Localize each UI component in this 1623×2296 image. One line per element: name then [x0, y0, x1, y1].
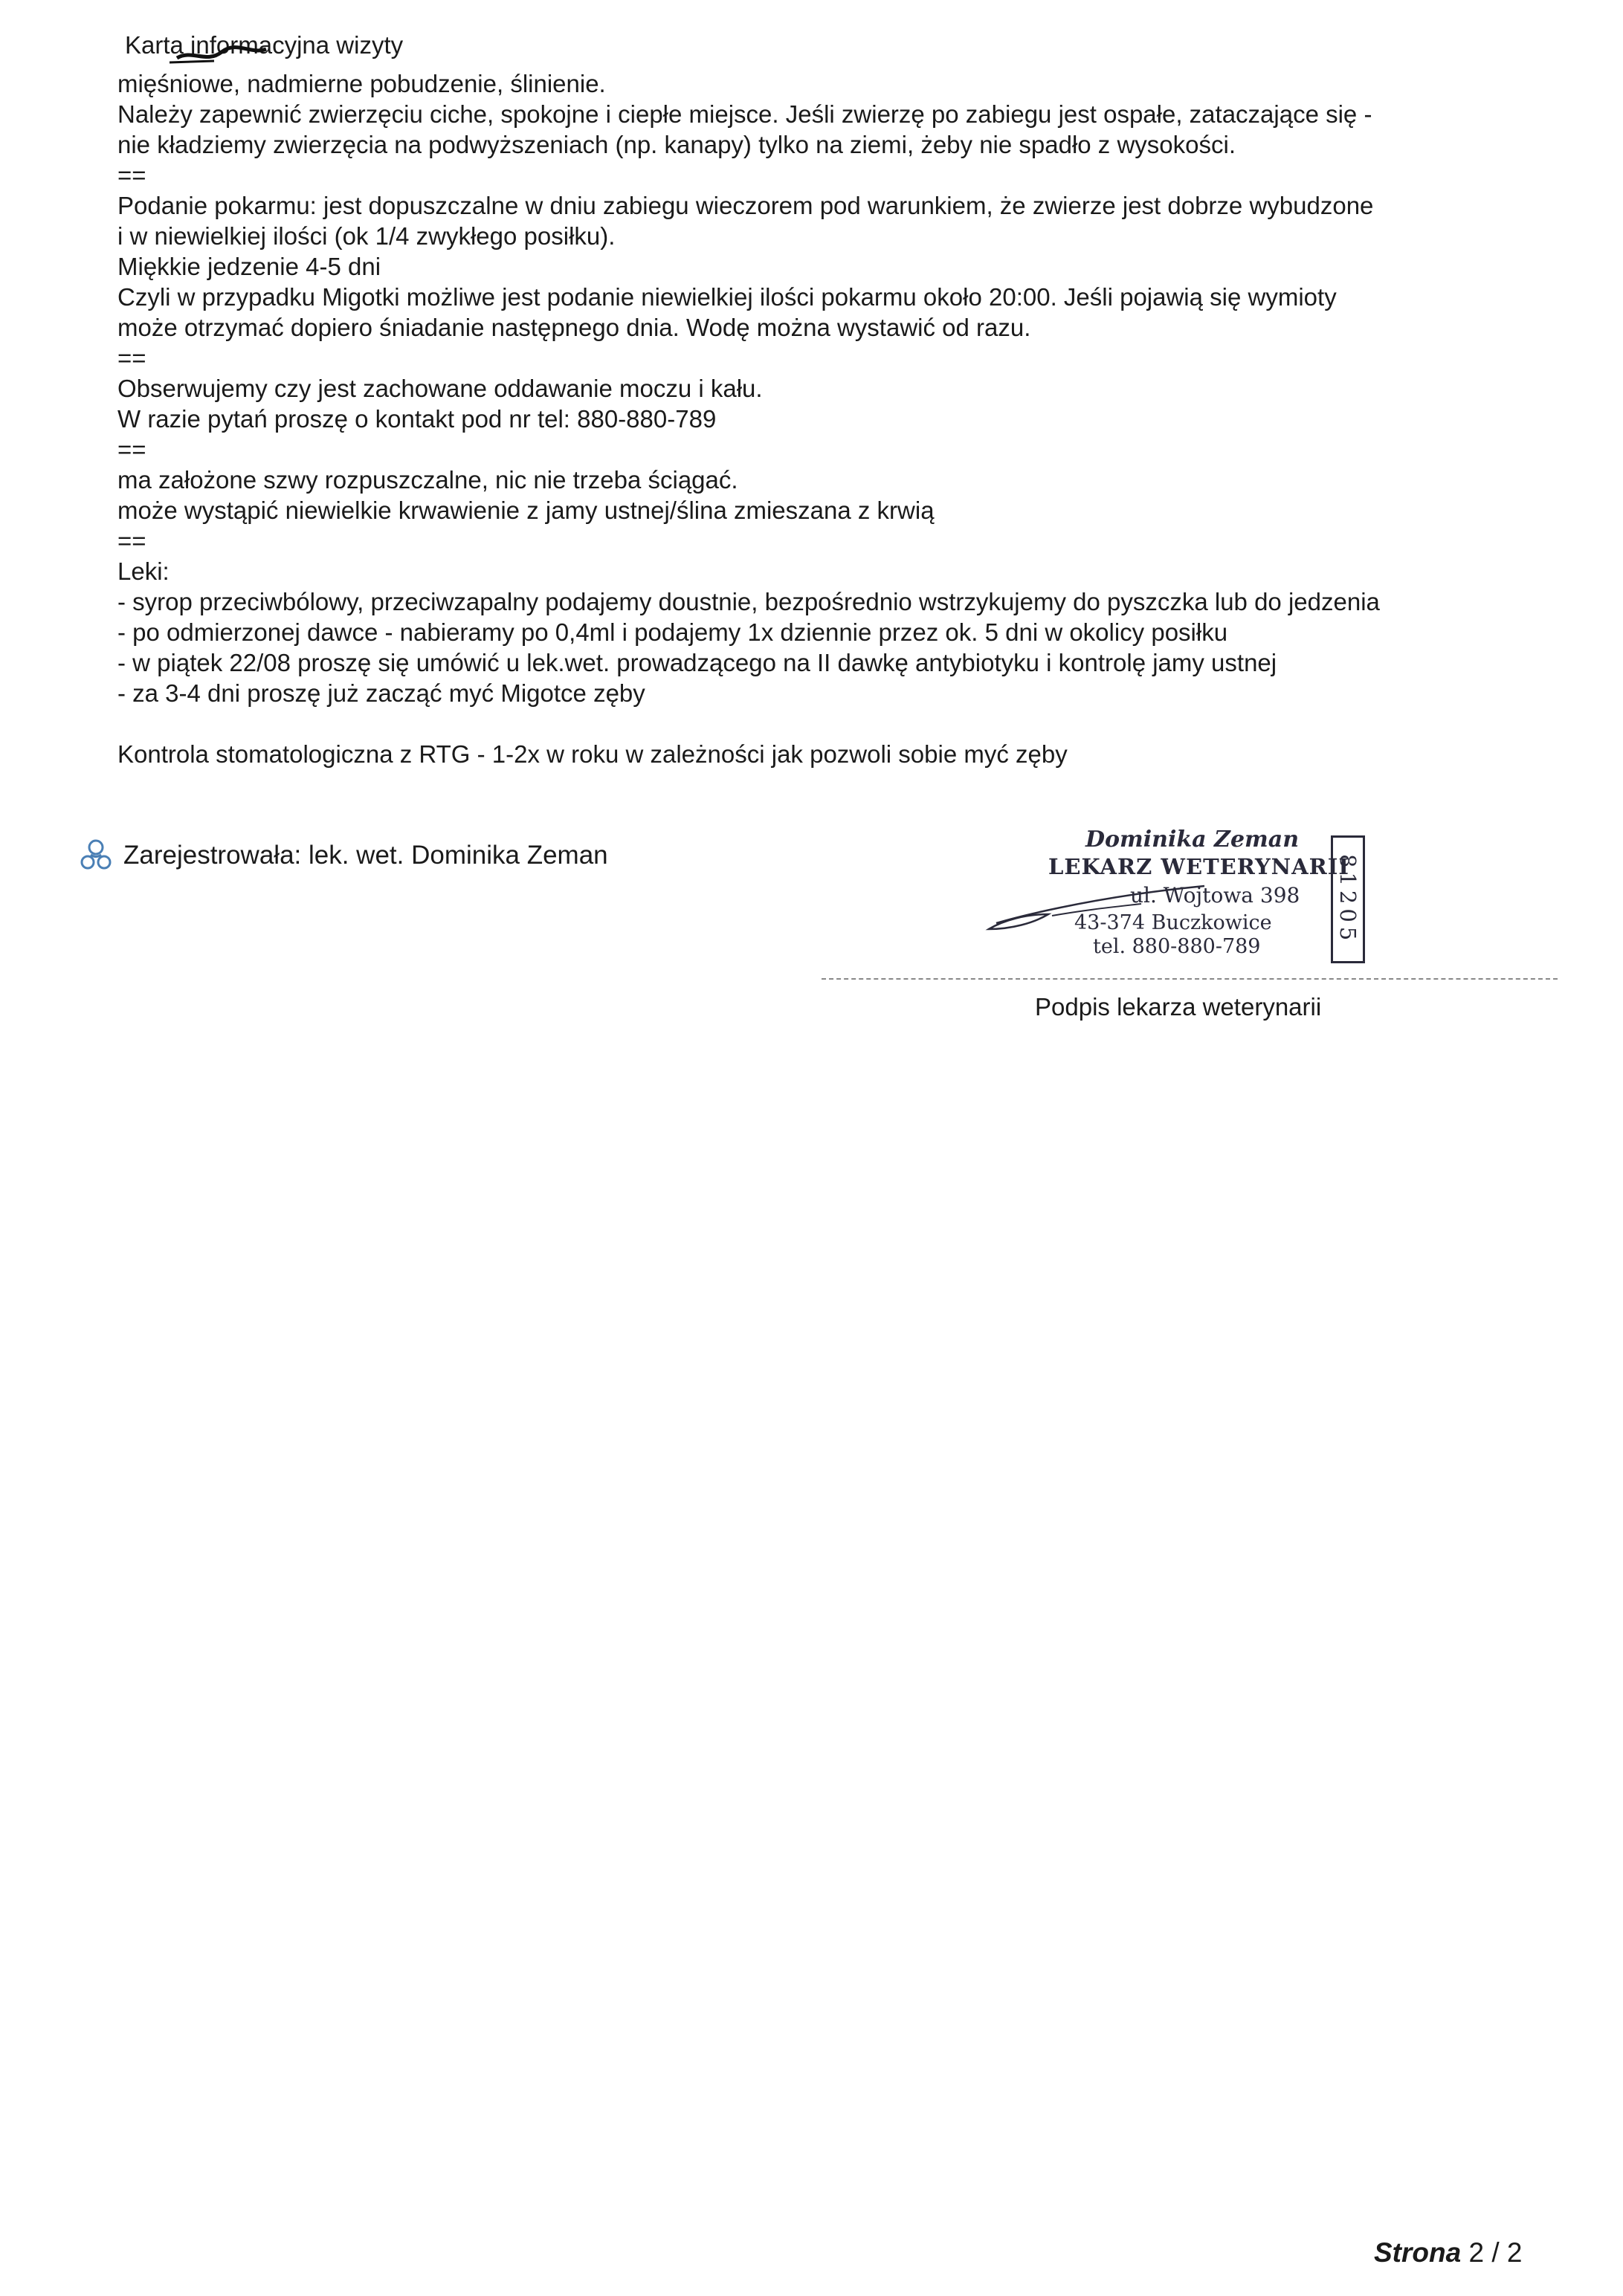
body-line: i w niewielkiej ilości (ok 1/4 zwykłego posiłku).	[117, 222, 616, 250]
stamp-city: 43-374 Buczkowice	[1074, 911, 1272, 934]
body-line: może otrzymać dopiero śniadanie następnego dnia. Wodę można wystawić od razu.	[117, 314, 1031, 341]
separator: ==	[117, 344, 146, 372]
spacer	[117, 708, 1575, 739]
section-heading: Leki:	[117, 557, 170, 585]
medication-item: - za 3-4 dni proszę już zacząć myć Migotce zęby	[117, 679, 645, 707]
body-line: Podanie pokarmu: jest dopuszczalne w dniu zabiegu wieczorem pod warunkiem, że zwierze jest dobrze wybudzone	[117, 192, 1374, 219]
body-line: W razie pytań proszę o kontakt pod nr tel: 880-880-789	[117, 405, 717, 433]
document-title: Karta informacyjna wizyty	[125, 31, 404, 59]
separator: ==	[117, 436, 146, 463]
medication-item: - po odmierzonej dawce - nabieramy po 0,4ml i podajemy 1x dziennie przez ok. 5 dni w okolicy posiłku	[117, 618, 1228, 646]
document-header	[125, 31, 403, 59]
stamp-phone: tel. 880-880-789	[1093, 935, 1261, 958]
closing-line: Kontrola stomatologiczna z RTG - 1-2x w roku w zależności jak pozwoli sobie myć zęby	[117, 740, 1068, 768]
registered-by	[79, 838, 608, 873]
handwritten-scribble	[125, 39, 274, 68]
registered-text: Zarejestrowała: lek. wet. Dominika Zeman	[123, 841, 608, 870]
user-icon	[79, 838, 113, 873]
stamp-name: Dominika Zeman	[1085, 827, 1300, 853]
body-line: Miękkie jedzenie 4-5 dni	[117, 253, 381, 280]
body-line: może wystąpić niewielkie krwawienie z jamy ustnej/ślina zmieszana z krwią	[117, 497, 935, 524]
body-line: nie kładziemy zwierzęcia na podwyższeniach (np. kanapy) tylko na ziemi, żeby nie spadło z wysokości.	[117, 131, 1236, 158]
body-line: ma założone szwy rozpuszczalne, nic nie trzeba ściągać.	[117, 466, 738, 494]
body-line: mięśniowe, nadmierne pobudzenie, ślinienie.	[117, 70, 606, 97]
separator: ==	[117, 527, 146, 554]
separator: ==	[117, 161, 146, 189]
medication-item: - syrop przeciwbólowy, przeciwzapalny podajemy doustnie, bezpośrednio wstrzykujemy do pyszczka lub do jedzenia	[117, 588, 1380, 615]
document-body	[117, 68, 1575, 769]
stamp-title: LEKARZ WETERYNARII	[1048, 854, 1349, 879]
stamp-street: ul. Wojtowa 398	[1130, 883, 1300, 908]
stamp-license-number: 81205	[1331, 835, 1365, 963]
body-line: Należy zapewnić zwierzęciu ciche, spokojne i ciepłe miejsce. Jeśli zwierzę po zabiegu jest ospałe, zataczające się -	[117, 100, 1372, 128]
doctor-stamp	[981, 827, 1368, 960]
signature-label: Podpis lekarza weterynarii	[1035, 993, 1322, 1021]
page-number	[1374, 2237, 1522, 2268]
page-number-value: 2 / 2	[1468, 2237, 1523, 2268]
body-line: Obserwujemy czy jest zachowane oddawanie moczu i kału.	[117, 375, 763, 402]
signature-line	[822, 978, 1558, 980]
body-line: Czyli w przypadku Migotki możliwe jest podanie niewielkiej ilości pokarmu około 20:00. Jeśli pojawią się wymioty	[117, 283, 1337, 311]
medication-item: - w piątek 22/08 proszę się umówić u lek.wet. prowadzącego na II dawkę antybiotyku i kontrolę jamy ustnej	[117, 649, 1277, 676]
page-number-label: Strona	[1374, 2237, 1462, 2268]
